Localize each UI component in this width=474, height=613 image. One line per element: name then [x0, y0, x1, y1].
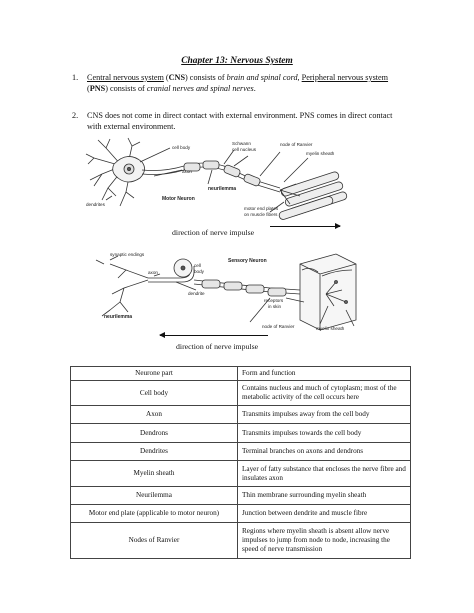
text-fragment: . [253, 84, 256, 93]
table-row [71, 443, 411, 461]
label-body: body [194, 269, 204, 274]
label-cell-nucleus: cell nucleus [232, 147, 257, 152]
function-cell: Transmits impulses towards the cell body [238, 424, 411, 443]
label-dendrite: dendrite [188, 291, 205, 296]
part-cell: Cell body [71, 381, 238, 406]
table-row [71, 381, 411, 406]
function-cell: Contains nucleus and much of cytoplasm; most of the metabolic activity of the cell occurs here [238, 381, 411, 406]
sensory-neuron-figure [90, 250, 360, 340]
table-row [71, 505, 411, 523]
label-cell-body: cell body [172, 145, 191, 150]
table-header-row [71, 367, 411, 381]
text-fragment: , [297, 73, 302, 82]
text-fragment: ( [87, 84, 90, 93]
function-cell: Transmits impulses away from the cell body [238, 406, 411, 424]
point-number: 1. [72, 73, 79, 82]
label-myelin-sheath: myelin sheath [316, 326, 345, 331]
motor-neuron-figure [84, 136, 352, 226]
cns-abbr: CNS [168, 73, 186, 82]
page-title: Chapter 13: Nervous System [181, 56, 293, 66]
label-in-skin: in skin [268, 304, 282, 309]
text-fragment: ) consists of [185, 73, 227, 82]
label-axon: axon [148, 270, 158, 275]
label-node-ranvier: node of Ranvier [262, 324, 295, 329]
function-cell: Layer of fatty substance that encloses the nerve fibre and insulates axon [238, 461, 411, 487]
label-neurilemma: neurilemma [208, 186, 237, 192]
neurone-parts-table [70, 366, 411, 559]
right-arrow-icon [270, 226, 340, 227]
header-neurone-part: Neurone part [71, 367, 238, 381]
part-cell: Myelin sheath [71, 461, 238, 487]
text-fragment: ) consists of [105, 84, 147, 93]
figure2-caption: direction of nerve impulse [176, 342, 259, 351]
label-receptors: receptors [264, 298, 284, 303]
text-fragment: ( [163, 73, 169, 82]
label-myelin-sheath: myelin sheath [306, 151, 335, 156]
label-dendrites: dendrites [86, 202, 105, 207]
table-row [71, 424, 411, 443]
part-cell: Neurilemma [71, 487, 238, 505]
label-axon: axon [182, 169, 192, 174]
label-motor-end-plates: motor end plates [244, 206, 279, 211]
label-neurilemma: neurilemma [104, 314, 133, 320]
sensory-neuron-diagram [90, 250, 360, 340]
part-cell: Dendrites [71, 443, 238, 461]
pns-parts: cranial nerves and spinal nerves [146, 84, 254, 93]
left-arrow-icon [160, 335, 268, 336]
part-cell: Nodes of Ranvier [71, 523, 238, 559]
table-row [71, 406, 411, 424]
function-cell: Terminal branches on axons and dendrons [238, 443, 411, 461]
label-cell: cell [194, 263, 201, 268]
part-cell: Dendrons [71, 424, 238, 443]
motor-neuron-diagram [84, 136, 352, 226]
function-cell: Regions where myelin sheath is absent allow nerve impulses to jump from node to node, increasing the speed of nerve transmission [238, 523, 411, 559]
function-cell: Junction between dendrite and muscle fibre [238, 505, 411, 523]
pns-abbr: PNS [89, 84, 106, 93]
pns-term: Peripheral nervous system [301, 73, 389, 82]
part-cell: Axon [71, 406, 238, 424]
label-schwann: Schwann [232, 141, 251, 146]
point-text: CNS does not come in direct contact with external environment. PNS comes in direct contact with external environment. [87, 111, 393, 131]
cns-parts: brain and spinal cord [226, 73, 298, 82]
part-cell: Motor end plate (applicable to motor neuron) [71, 505, 238, 523]
function-cell: Thin membrane surrounding myelin sheath [238, 487, 411, 505]
table-row [71, 523, 411, 559]
point-text [87, 72, 417, 94]
point-number: 2. [72, 111, 79, 120]
cns-term: Central nervous system [87, 73, 164, 82]
label-motor-neuron: Motor Neuron [162, 196, 195, 202]
label-on-muscle-fibers: on muscle fibers [244, 212, 278, 217]
table-row [71, 487, 411, 505]
header-form-function: Form and function [238, 367, 411, 381]
label-sensory-neuron: Sensory Neuron [228, 258, 267, 264]
label-node-ranvier: node of Ranvier [280, 142, 313, 147]
label-synaptic-endings: synaptic endings [110, 252, 145, 257]
table-row [71, 461, 411, 487]
figure1-caption: direction of nerve impulse [172, 228, 255, 237]
